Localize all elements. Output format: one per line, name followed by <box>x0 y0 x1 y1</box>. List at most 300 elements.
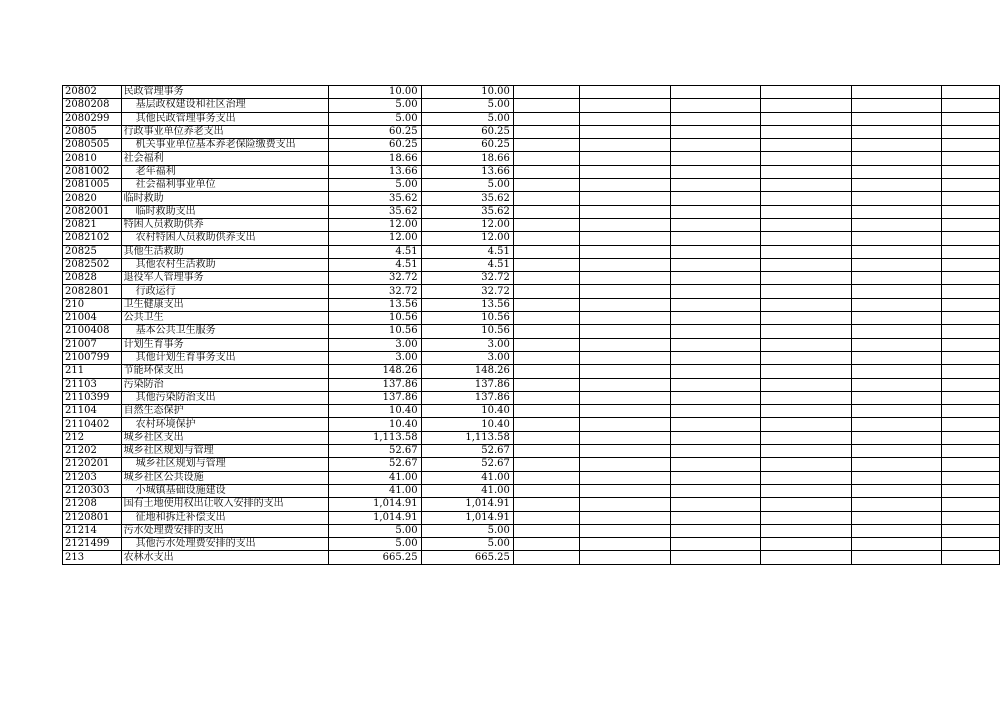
empty-cell <box>513 152 579 165</box>
subject-code-cell: 2082801 <box>63 285 122 298</box>
empty-cell <box>513 524 579 537</box>
amount-general-cell: 5.00 <box>421 112 513 125</box>
empty-cell <box>513 205 579 218</box>
subject-name-cell: 临时救助 <box>121 192 329 205</box>
subject-code-cell: 2082102 <box>63 232 122 245</box>
subject-name-cell: 计划生育事务 <box>121 338 329 351</box>
empty-cell <box>670 378 760 391</box>
empty-cell <box>851 312 941 325</box>
empty-cell <box>851 405 941 418</box>
subject-name-cell: 行政运行 <box>121 285 329 298</box>
subject-name-cell: 基层政权建设和社区治理 <box>121 99 329 112</box>
table-row <box>63 365 1000 378</box>
amount-total-cell: 18.66 <box>329 152 421 165</box>
empty-cell <box>670 365 760 378</box>
empty-cell <box>513 245 579 258</box>
subject-name-cell: 公共卫生 <box>121 312 329 325</box>
table-row <box>63 498 1000 511</box>
amount-general-cell: 10.56 <box>421 325 513 338</box>
subject-code-cell: 2082502 <box>63 258 122 271</box>
empty-cell <box>942 99 1000 112</box>
empty-cell <box>670 165 760 178</box>
table-row <box>63 272 1000 285</box>
empty-cell <box>761 298 851 311</box>
empty-cell <box>761 391 851 404</box>
subject-name-cell: 农村环境保护 <box>121 418 329 431</box>
empty-cell <box>761 258 851 271</box>
empty-cell <box>580 431 670 444</box>
empty-cell <box>761 205 851 218</box>
empty-cell <box>513 285 579 298</box>
empty-cell <box>670 179 760 192</box>
empty-cell <box>670 272 760 285</box>
amount-total-cell: 52.67 <box>329 445 421 458</box>
empty-cell <box>513 325 579 338</box>
empty-cell <box>670 205 760 218</box>
empty-cell <box>513 112 579 125</box>
empty-cell <box>580 471 670 484</box>
empty-cell <box>580 139 670 152</box>
empty-cell <box>942 551 1000 564</box>
empty-cell <box>942 179 1000 192</box>
empty-cell <box>580 272 670 285</box>
empty-cell <box>942 458 1000 471</box>
empty-cell <box>513 125 579 138</box>
empty-cell <box>761 471 851 484</box>
subject-name-cell: 其他生活救助 <box>121 245 329 258</box>
amount-general-cell: 35.62 <box>421 192 513 205</box>
empty-cell <box>580 125 670 138</box>
table-row <box>63 551 1000 564</box>
empty-cell <box>580 232 670 245</box>
subject-name-cell: 社会福利事业单位 <box>121 179 329 192</box>
empty-cell <box>761 484 851 497</box>
empty-cell <box>942 86 1000 99</box>
empty-cell <box>942 152 1000 165</box>
subject-name-cell: 其他污水处理费安排的支出 <box>121 538 329 551</box>
amount-general-cell: 1,014.91 <box>421 511 513 524</box>
subject-code-cell: 20821 <box>63 218 122 231</box>
subject-name-cell: 小城镇基础设施建设 <box>121 484 329 497</box>
empty-cell <box>670 458 760 471</box>
table-row <box>63 405 1000 418</box>
subject-code-cell: 21004 <box>63 312 122 325</box>
table-row <box>63 325 1000 338</box>
table-row <box>63 538 1000 551</box>
empty-cell <box>851 205 941 218</box>
amount-general-cell: 4.51 <box>421 245 513 258</box>
empty-cell <box>580 179 670 192</box>
subject-code-cell: 2120201 <box>63 458 122 471</box>
empty-cell <box>513 272 579 285</box>
empty-cell <box>761 218 851 231</box>
empty-cell <box>761 232 851 245</box>
empty-cell <box>942 445 1000 458</box>
table-row <box>63 312 1000 325</box>
empty-cell <box>580 538 670 551</box>
amount-general-cell: 137.86 <box>421 391 513 404</box>
subject-name-cell: 污水处理费安排的支出 <box>121 524 329 537</box>
empty-cell <box>513 405 579 418</box>
amount-total-cell: 41.00 <box>329 471 421 484</box>
amount-total-cell: 32.72 <box>329 272 421 285</box>
empty-cell <box>580 551 670 564</box>
empty-cell <box>761 86 851 99</box>
subject-code-cell: 21103 <box>63 378 122 391</box>
empty-cell <box>942 285 1000 298</box>
subject-name-cell: 行政事业单位养老支出 <box>121 125 329 138</box>
empty-cell <box>761 272 851 285</box>
subject-code-cell: 20825 <box>63 245 122 258</box>
empty-cell <box>513 365 579 378</box>
empty-cell <box>851 179 941 192</box>
subject-name-cell: 民政管理事务 <box>121 86 329 99</box>
amount-general-cell: 5.00 <box>421 99 513 112</box>
empty-cell <box>942 218 1000 231</box>
table-row <box>63 351 1000 364</box>
empty-cell <box>851 112 941 125</box>
table-row <box>63 205 1000 218</box>
empty-cell <box>851 471 941 484</box>
empty-cell <box>580 258 670 271</box>
empty-cell <box>851 99 941 112</box>
empty-cell <box>942 205 1000 218</box>
amount-general-cell: 5.00 <box>421 524 513 537</box>
empty-cell <box>670 218 760 231</box>
empty-cell <box>513 498 579 511</box>
table-row <box>63 418 1000 431</box>
subject-name-cell: 卫生健康支出 <box>121 298 329 311</box>
amount-total-cell: 10.56 <box>329 325 421 338</box>
empty-cell <box>670 112 760 125</box>
empty-cell <box>942 351 1000 364</box>
empty-cell <box>761 378 851 391</box>
table-row <box>63 179 1000 192</box>
subject-code-cell: 2110399 <box>63 391 122 404</box>
subject-name-cell: 其他污染防治支出 <box>121 391 329 404</box>
empty-cell <box>851 338 941 351</box>
empty-cell <box>942 272 1000 285</box>
subject-code-cell: 2121499 <box>63 538 122 551</box>
table-row <box>63 298 1000 311</box>
empty-cell <box>851 524 941 537</box>
empty-cell <box>580 218 670 231</box>
empty-cell <box>761 245 851 258</box>
amount-general-cell: 5.00 <box>421 538 513 551</box>
table-row <box>63 152 1000 165</box>
empty-cell <box>761 325 851 338</box>
empty-cell <box>580 152 670 165</box>
subject-name-cell: 临时救助支出 <box>121 205 329 218</box>
empty-cell <box>513 99 579 112</box>
subject-name-cell: 国有土地使用权出让收入安排的支出 <box>121 498 329 511</box>
empty-cell <box>761 192 851 205</box>
subject-name-cell: 退役军人管理事务 <box>121 272 329 285</box>
empty-cell <box>670 139 760 152</box>
empty-cell <box>670 431 760 444</box>
empty-cell <box>761 179 851 192</box>
empty-cell <box>670 192 760 205</box>
amount-general-cell: 12.00 <box>421 232 513 245</box>
empty-cell <box>670 551 760 564</box>
amount-general-cell: 60.25 <box>421 139 513 152</box>
amount-total-cell: 665.25 <box>329 551 421 564</box>
subject-name-cell: 污染防治 <box>121 378 329 391</box>
empty-cell <box>513 418 579 431</box>
table-row <box>63 458 1000 471</box>
empty-cell <box>942 471 1000 484</box>
amount-total-cell: 12.00 <box>329 232 421 245</box>
empty-cell <box>513 218 579 231</box>
subject-code-cell: 212 <box>63 431 122 444</box>
subject-name-cell: 机关事业单位基本养老保险缴费支出 <box>121 139 329 152</box>
subject-code-cell: 2120801 <box>63 511 122 524</box>
empty-cell <box>670 445 760 458</box>
table-row <box>63 86 1000 99</box>
subject-name-cell: 自然生态保护 <box>121 405 329 418</box>
empty-cell <box>761 458 851 471</box>
amount-general-cell: 52.67 <box>421 445 513 458</box>
empty-cell <box>580 511 670 524</box>
empty-cell <box>942 165 1000 178</box>
empty-cell <box>513 258 579 271</box>
empty-cell <box>851 192 941 205</box>
empty-cell <box>580 205 670 218</box>
empty-cell <box>670 152 760 165</box>
subject-name-cell: 其他农村生活救助 <box>121 258 329 271</box>
empty-cell <box>942 245 1000 258</box>
empty-cell <box>580 351 670 364</box>
empty-cell <box>580 365 670 378</box>
empty-cell <box>942 192 1000 205</box>
empty-cell <box>513 139 579 152</box>
empty-cell <box>513 431 579 444</box>
table-row <box>63 445 1000 458</box>
empty-cell <box>513 484 579 497</box>
amount-general-cell: 665.25 <box>421 551 513 564</box>
empty-cell <box>670 245 760 258</box>
empty-cell <box>851 232 941 245</box>
empty-cell <box>942 112 1000 125</box>
amount-total-cell: 4.51 <box>329 258 421 271</box>
subject-code-cell: 21203 <box>63 471 122 484</box>
empty-cell <box>670 538 760 551</box>
empty-cell <box>942 325 1000 338</box>
empty-cell <box>851 298 941 311</box>
amount-total-cell: 3.00 <box>329 351 421 364</box>
amount-general-cell: 41.00 <box>421 484 513 497</box>
empty-cell <box>942 405 1000 418</box>
empty-cell <box>580 99 670 112</box>
empty-cell <box>942 511 1000 524</box>
subject-code-cell: 210 <box>63 298 122 311</box>
empty-cell <box>761 405 851 418</box>
subject-name-cell: 老年福利 <box>121 165 329 178</box>
subject-code-cell: 21202 <box>63 445 122 458</box>
empty-cell <box>942 139 1000 152</box>
amount-total-cell: 1,014.91 <box>329 511 421 524</box>
empty-cell <box>851 418 941 431</box>
amount-general-cell: 3.00 <box>421 351 513 364</box>
empty-cell <box>513 192 579 205</box>
empty-cell <box>513 511 579 524</box>
empty-cell <box>670 258 760 271</box>
subject-name-cell: 特困人员救助供养 <box>121 218 329 231</box>
empty-cell <box>670 498 760 511</box>
subject-code-cell: 2082001 <box>63 205 122 218</box>
empty-cell <box>670 471 760 484</box>
empty-cell <box>761 431 851 444</box>
amount-total-cell: 41.00 <box>329 484 421 497</box>
empty-cell <box>851 139 941 152</box>
empty-cell <box>670 338 760 351</box>
amount-general-cell: 35.62 <box>421 205 513 218</box>
table-row <box>63 112 1000 125</box>
empty-cell <box>670 418 760 431</box>
empty-cell <box>513 351 579 364</box>
empty-cell <box>761 418 851 431</box>
empty-cell <box>761 165 851 178</box>
amount-general-cell: 10.40 <box>421 418 513 431</box>
empty-cell <box>513 338 579 351</box>
empty-cell <box>670 86 760 99</box>
empty-cell <box>580 298 670 311</box>
amount-total-cell: 137.86 <box>329 378 421 391</box>
empty-cell <box>851 365 941 378</box>
empty-cell <box>761 112 851 125</box>
table-row <box>63 139 1000 152</box>
amount-total-cell: 3.00 <box>329 338 421 351</box>
empty-cell <box>942 431 1000 444</box>
amount-general-cell: 32.72 <box>421 285 513 298</box>
table-row <box>63 484 1000 497</box>
empty-cell <box>851 391 941 404</box>
subject-code-cell: 20810 <box>63 152 122 165</box>
empty-cell <box>513 165 579 178</box>
empty-cell <box>580 312 670 325</box>
subject-code-cell: 2081002 <box>63 165 122 178</box>
empty-cell <box>761 524 851 537</box>
amount-total-cell: 5.00 <box>329 538 421 551</box>
amount-total-cell: 5.00 <box>329 112 421 125</box>
amount-total-cell: 10.40 <box>329 405 421 418</box>
empty-cell <box>942 484 1000 497</box>
empty-cell <box>670 285 760 298</box>
empty-cell <box>851 245 941 258</box>
subject-code-cell: 20802 <box>63 86 122 99</box>
subject-name-cell: 节能环保支出 <box>121 365 329 378</box>
subject-code-cell: 2100799 <box>63 351 122 364</box>
empty-cell <box>580 378 670 391</box>
subject-code-cell: 2080208 <box>63 99 122 112</box>
table-row <box>63 285 1000 298</box>
table-row <box>63 218 1000 231</box>
amount-total-cell: 13.66 <box>329 165 421 178</box>
empty-cell <box>851 538 941 551</box>
amount-general-cell: 137.86 <box>421 378 513 391</box>
subject-code-cell: 2081005 <box>63 179 122 192</box>
subject-code-cell: 2100408 <box>63 325 122 338</box>
subject-code-cell: 2080505 <box>63 139 122 152</box>
empty-cell <box>942 391 1000 404</box>
empty-cell <box>670 125 760 138</box>
table-row <box>63 511 1000 524</box>
empty-cell <box>580 498 670 511</box>
subject-name-cell: 征地和拆迁补偿支出 <box>121 511 329 524</box>
empty-cell <box>761 511 851 524</box>
empty-cell <box>670 391 760 404</box>
empty-cell <box>851 498 941 511</box>
budget-table <box>62 85 1000 565</box>
empty-cell <box>942 538 1000 551</box>
amount-total-cell: 12.00 <box>329 218 421 231</box>
empty-cell <box>761 351 851 364</box>
subject-code-cell: 20820 <box>63 192 122 205</box>
empty-cell <box>513 391 579 404</box>
empty-cell <box>761 152 851 165</box>
empty-cell <box>670 511 760 524</box>
subject-name-cell: 城乡社区支出 <box>121 431 329 444</box>
empty-cell <box>670 325 760 338</box>
subject-name-cell: 基本公共卫生服务 <box>121 325 329 338</box>
table-row <box>63 258 1000 271</box>
empty-cell <box>580 391 670 404</box>
empty-cell <box>851 484 941 497</box>
amount-total-cell: 4.51 <box>329 245 421 258</box>
empty-cell <box>580 484 670 497</box>
table-row <box>63 524 1000 537</box>
empty-cell <box>761 551 851 564</box>
empty-cell <box>761 365 851 378</box>
empty-cell <box>513 312 579 325</box>
subject-name-cell: 农林水支出 <box>121 551 329 564</box>
empty-cell <box>761 99 851 112</box>
amount-total-cell: 5.00 <box>329 524 421 537</box>
empty-cell <box>851 551 941 564</box>
empty-cell <box>851 152 941 165</box>
empty-cell <box>513 458 579 471</box>
empty-cell <box>580 445 670 458</box>
table-row <box>63 245 1000 258</box>
empty-cell <box>851 165 941 178</box>
empty-cell <box>761 139 851 152</box>
empty-cell <box>851 125 941 138</box>
amount-total-cell: 35.62 <box>329 192 421 205</box>
subject-code-cell: 21208 <box>63 498 122 511</box>
empty-cell <box>942 298 1000 311</box>
subject-code-cell: 20828 <box>63 272 122 285</box>
table-row <box>63 125 1000 138</box>
empty-cell <box>942 258 1000 271</box>
empty-cell <box>942 125 1000 138</box>
empty-cell <box>513 551 579 564</box>
table-row <box>63 232 1000 245</box>
empty-cell <box>942 498 1000 511</box>
empty-cell <box>670 99 760 112</box>
amount-total-cell: 10.00 <box>329 86 421 99</box>
amount-general-cell: 148.26 <box>421 365 513 378</box>
empty-cell <box>942 312 1000 325</box>
amount-general-cell: 10.40 <box>421 405 513 418</box>
subject-code-cell: 2120303 <box>63 484 122 497</box>
empty-cell <box>580 524 670 537</box>
empty-cell <box>580 285 670 298</box>
amount-total-cell: 137.86 <box>329 391 421 404</box>
empty-cell <box>670 298 760 311</box>
amount-general-cell: 52.67 <box>421 458 513 471</box>
empty-cell <box>851 258 941 271</box>
amount-total-cell: 1,014.91 <box>329 498 421 511</box>
